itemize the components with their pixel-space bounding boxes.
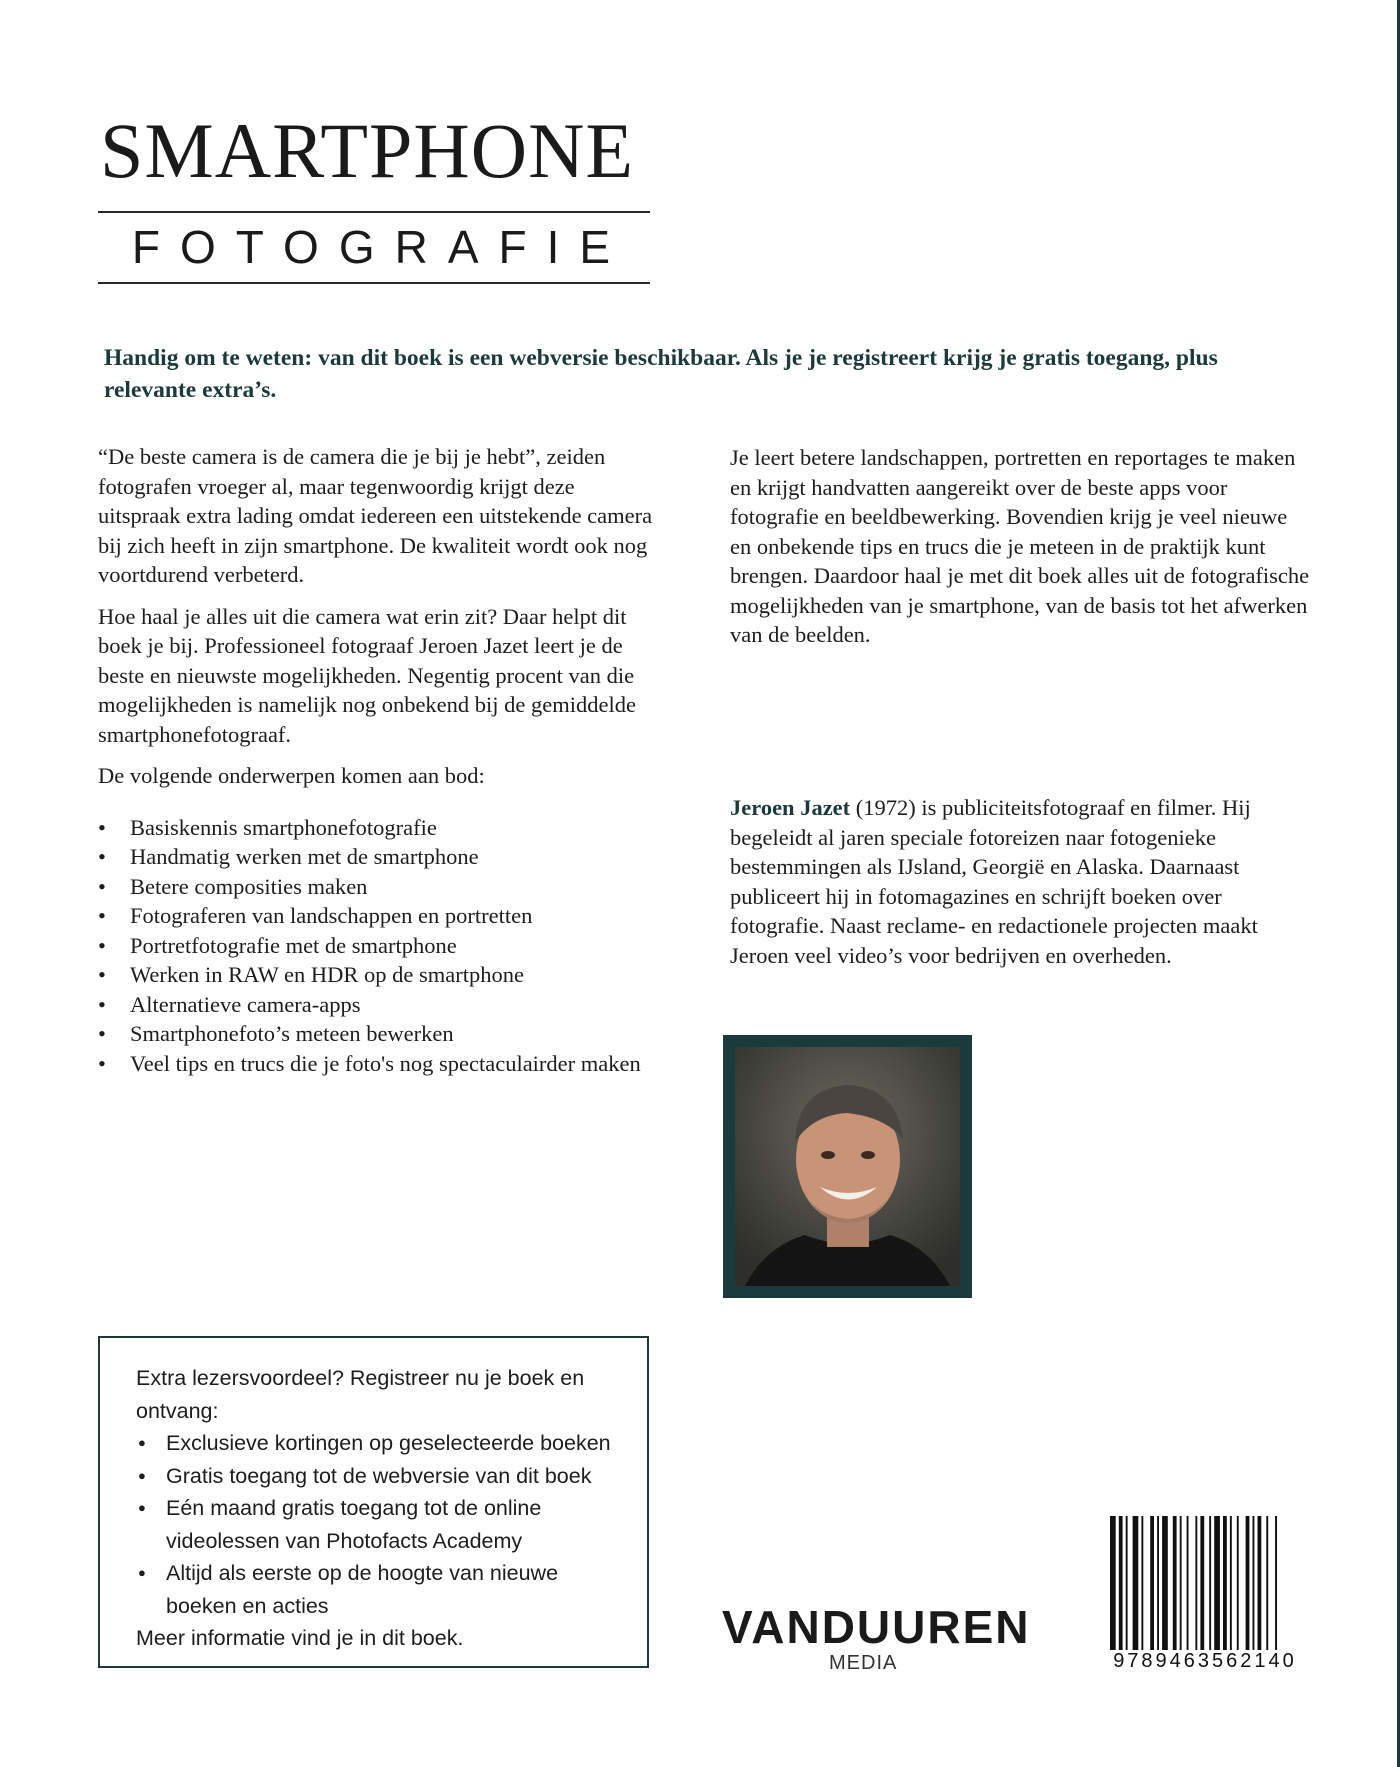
reader-benefits-box	[98, 1336, 649, 1668]
author-bio-text: (1972) is publiciteitsfotograaf en filmer. Hij begeleidt al jaren speciale fotoreizen naar fotogenieke bestemmingen als IJsland, Georgië en Alaska. Daarnaast publiceert hij in fotomagazines en schrijft boeken over fotografie. Naast reclame- en redactionele projecten maakt Jeroen veel video’s voor bedrijven en overheden.	[730, 795, 1258, 968]
publisher-sub: MEDIA	[829, 1652, 898, 1674]
list-item: • Alternatieve camera-apps	[98, 990, 658, 1020]
publisher-logo	[722, 1601, 1031, 1675]
publisher-name: VANDUUREN	[722, 1601, 1031, 1653]
barcode-bar	[1195, 1516, 1197, 1656]
list-item: • Veel tips en trucs die je foto's nog spectaculairder maken	[98, 1049, 658, 1079]
list-item: • Smartphonefoto’s meteen bewerken	[98, 1019, 658, 1049]
list-item: • Werken in RAW en HDR op de smartphone	[98, 960, 658, 990]
barcode-bar	[1187, 1516, 1189, 1656]
book-subtitle: FOTOGRAFIE	[131, 221, 631, 273]
book-title: SMARTPHONE	[100, 107, 635, 194]
list-item: • Fotograferen van landschappen en portretten	[98, 901, 658, 931]
barcode-bar	[1126, 1516, 1128, 1656]
barcode-bar	[1133, 1516, 1139, 1656]
webversion-notice: Handig om te weten: van dit boek is een webversie beschikbaar. Als je je registreert krijg je gratis toegang, plus relevante extra’s.	[104, 345, 1218, 403]
barcode-bar	[1214, 1516, 1220, 1656]
isbn-barcode-icon	[1108, 1516, 1308, 1672]
barcode-bar	[1110, 1516, 1116, 1656]
barcode-bar	[1200, 1516, 1204, 1656]
description-paragraph: Je leert betere landschappen, portretten en reportages te maken en krijgt handvatten aangereikt over de beste apps voor fotografie en beeldbewerking. Bovendien krijg je veel nieuwe en onbekende tips en trucs die je meteen in de praktijk kunt brengen. Daardoor haal je met dit boek alles uit de fotografische mogelijkheden van je smartphone, van de basis tot het afwerken van de beelden.	[730, 445, 1310, 647]
intro-paragraph-1: “De beste camera is de camera die je bij je hebt”, zeiden fotografen vroeger al, maar tegenwoordig krijgt deze uitspraak extra lading omdat iedereen een uitstekende camera bij zich heeft in zijn smartphone. De kwaliteit wordt ook nog voortdurend verbeterd.	[98, 444, 653, 587]
barcode-bar	[1258, 1516, 1262, 1656]
title-rule-bottom	[98, 282, 650, 284]
barcode-bar	[1266, 1516, 1268, 1656]
barcode-bar	[1173, 1516, 1177, 1656]
benefits-intro: Extra lezersvoordeel? Registreer nu je boek en ontvang:	[136, 1366, 585, 1423]
barcode-bar	[1223, 1516, 1227, 1656]
author-portrait-photo-icon	[735, 1047, 960, 1286]
list-item: ● Altijd als eerste op de hoogte van nieuwe boeken en acties	[136, 1557, 627, 1622]
barcode-bar	[1119, 1516, 1123, 1656]
barcode-bar	[1162, 1516, 1168, 1656]
list-item: • Portretfotografie met de smartphone	[98, 931, 658, 961]
barcode-digits: 9789463562140	[1100, 1650, 1310, 1673]
intro-paragraph-2: Hoe haal je alles uit die camera wat erin zit? Daar helpt dit boek je bij. Professioneel fotograaf Jeroen Jazet leert je de beste en nieuwste mogelijkheden. Negentig procent van die mogelijkheden is namelijk nog onbekend bij de gemiddelde smartphonefotograaf.	[98, 603, 637, 747]
author-portrait	[723, 1035, 972, 1298]
left-column	[98, 442, 658, 1078]
barcode-bar	[1246, 1516, 1250, 1656]
author-bio	[730, 793, 1310, 970]
benefits-list	[136, 1427, 627, 1622]
author-name: Jeroen Jazet	[730, 795, 851, 820]
barcode-bar	[1141, 1516, 1143, 1656]
topics-intro: De volgende onderwerpen komen aan bod:	[98, 763, 485, 788]
barcode-bar	[1209, 1516, 1211, 1656]
barcode-bar	[1150, 1516, 1154, 1656]
barcode-bar	[1180, 1516, 1182, 1656]
list-item: • Basiskennis smartphonefotografie	[98, 813, 658, 843]
barcode-bar	[1230, 1516, 1232, 1656]
topics-list	[98, 813, 658, 1079]
list-item: • Betere composities maken	[98, 872, 658, 902]
list-item: ● Eén maand gratis toegang tot de online videolessen van Photofacts Academy	[136, 1492, 627, 1557]
title-rule-top	[98, 211, 650, 213]
benefits-footer: Meer informatie vind je in dit boek.	[136, 1626, 464, 1650]
barcode-bar	[1237, 1516, 1239, 1656]
list-item: ● Exclusieve kortingen op geselecteerde boeken	[136, 1427, 627, 1460]
barcode-bar	[1157, 1516, 1159, 1656]
list-item: • Handmatig werken met de smartphone	[98, 842, 658, 872]
barcode-bar	[1253, 1516, 1255, 1656]
list-item: ● Gratis toegang tot de webversie van dit boek	[136, 1460, 627, 1493]
right-column	[730, 443, 1310, 662]
barcode-bar	[1275, 1516, 1277, 1656]
